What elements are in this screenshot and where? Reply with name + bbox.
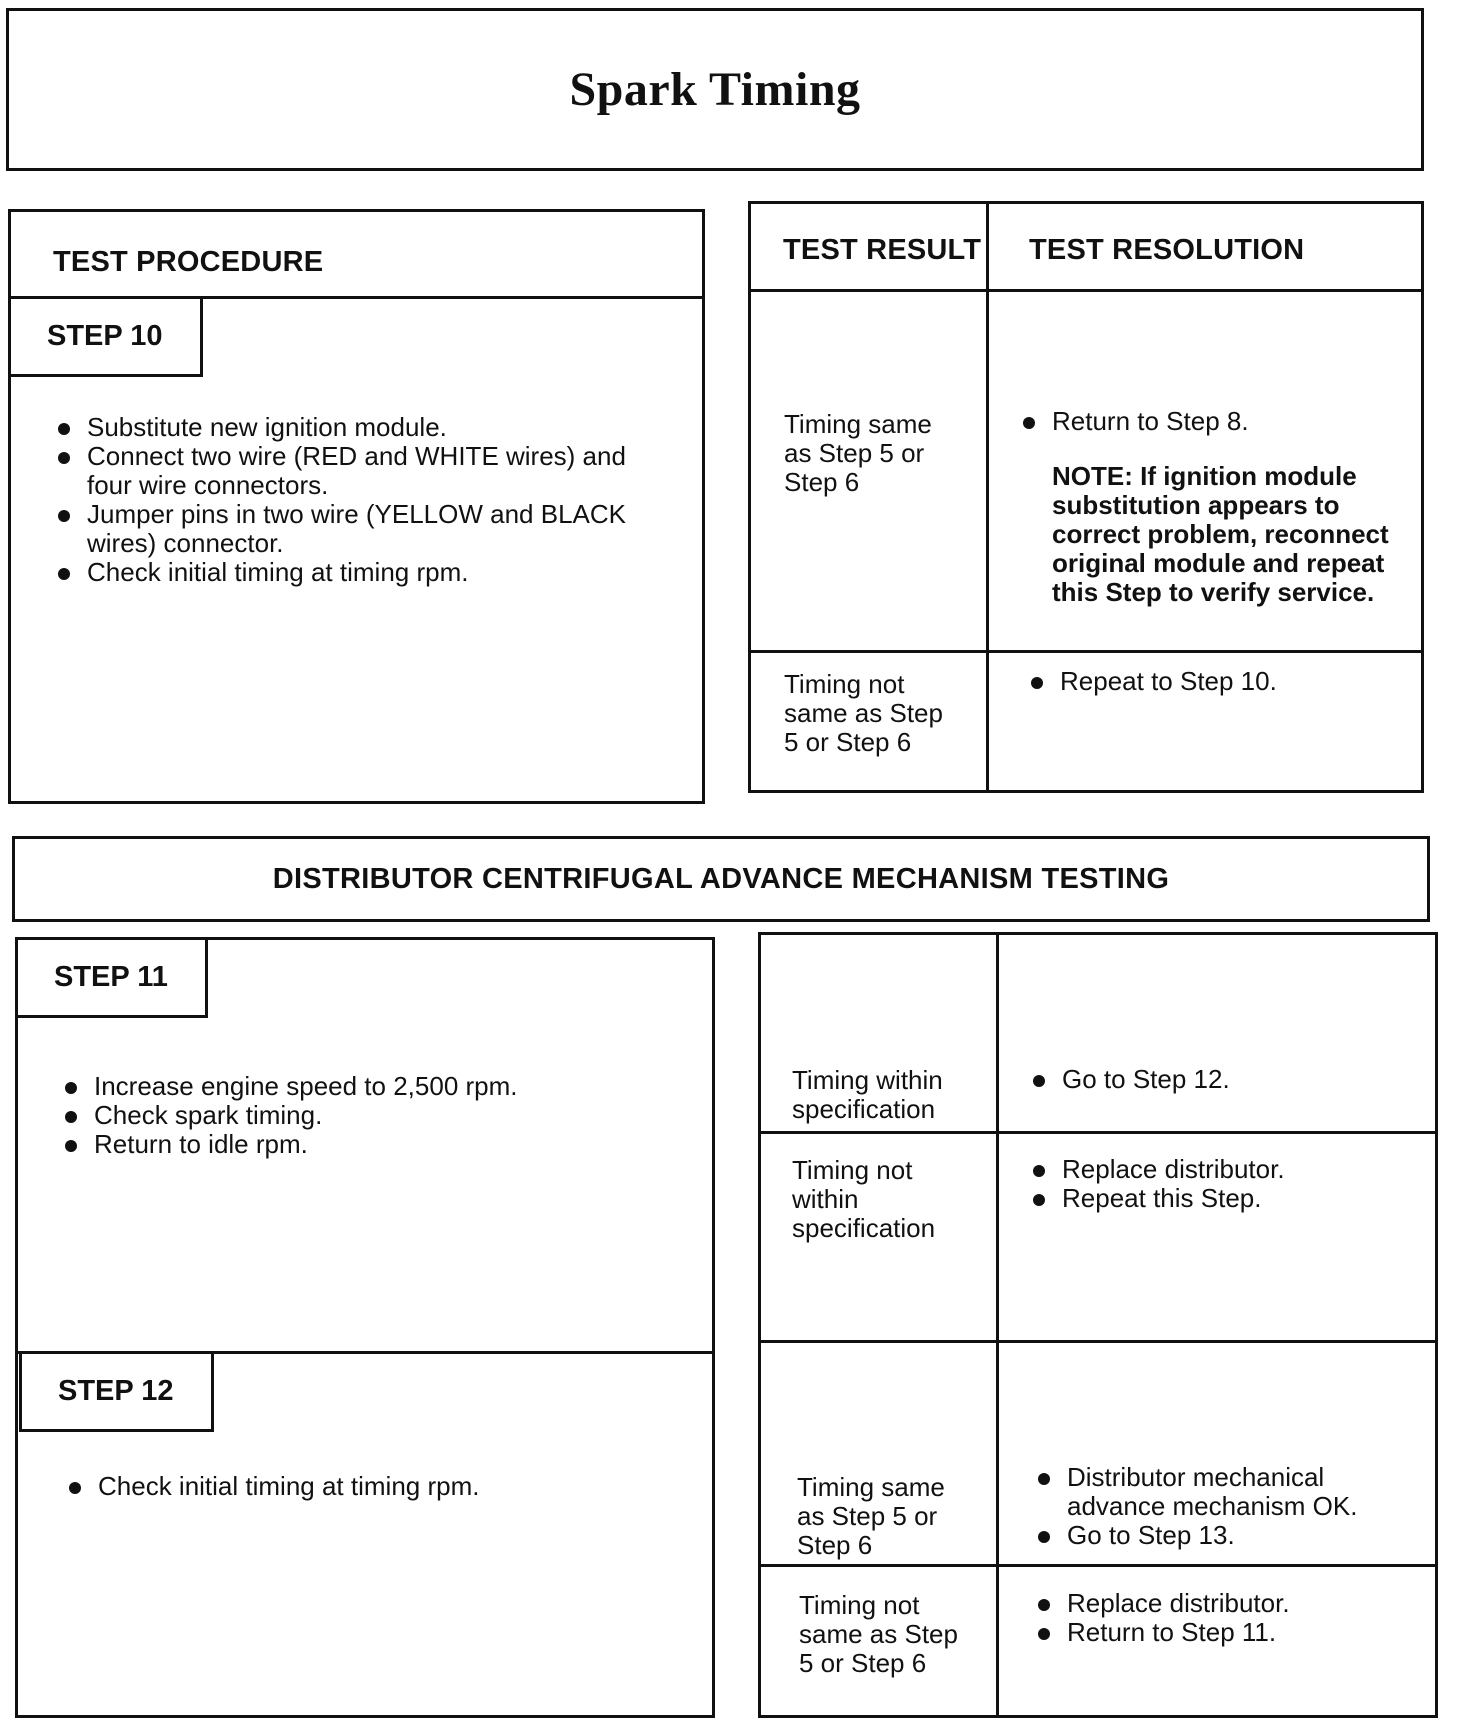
row-divider (751, 650, 1421, 653)
step10-procedure-list (56, 413, 656, 587)
page-title-box (6, 8, 1424, 171)
list-item: Repeat to Step 10. (1029, 667, 1409, 696)
row-divider (761, 1131, 1435, 1134)
list-item: Increase engine speed to 2,500 rpm. (63, 1072, 663, 1101)
list-item: Check spark timing. (63, 1101, 663, 1130)
header-divider (751, 289, 1421, 292)
procedure-header: TEST PROCEDURE (53, 246, 324, 278)
resolution-list (1036, 1589, 1426, 1647)
list-item: Go to Step 13. (1036, 1521, 1426, 1550)
list-item: Connect two wire (RED and WHITE wires) and four wire connectors. (56, 442, 656, 500)
resolution-list (1021, 407, 1401, 436)
step12-procedure-list (67, 1472, 667, 1501)
step10-procedure-panel (8, 209, 705, 804)
list-item: Repeat this Step. (1031, 1184, 1421, 1213)
list-item: Substitute new ignition module. (56, 413, 656, 442)
list-item: Check initial timing at timing rpm. (67, 1472, 667, 1501)
result-cell: Timing same as Step 5 or Step 6 (784, 409, 932, 497)
note-text: NOTE: If ignition module substitution appears to correct problem, reconnect original module and repeat this Step to verify service. (1052, 461, 1389, 607)
page-title: Spark Timing (569, 63, 861, 116)
step11-procedure-list (63, 1072, 663, 1159)
list-item: Return to Step 11. (1036, 1618, 1426, 1647)
resolution-list (1031, 1155, 1421, 1213)
step11-12-results-table (758, 932, 1438, 1718)
step12-label: STEP 12 (19, 1351, 214, 1432)
resolution-list (1036, 1463, 1426, 1550)
list-item: Replace distributor. (1036, 1589, 1426, 1618)
step10-label: STEP 10 (8, 296, 203, 377)
result-header: TEST RESULT (783, 234, 982, 266)
list-item: Check initial timing at timing rpm. (56, 558, 656, 587)
result-cell: Timing same as Step 5 or Step 6 (797, 1472, 945, 1560)
result-cell: Timing not within specification (792, 1155, 936, 1243)
resolution-list (1031, 1065, 1421, 1094)
step11-12-procedure-panel (15, 937, 715, 1718)
list-item: Jumper pins in two wire (YELLOW and BLACK wires) connector. (56, 500, 656, 558)
result-cell: Timing not same as Step 5 or Step 6 (784, 669, 943, 757)
section-title: DISTRIBUTOR CENTRIFUGAL ADVANCE MECHANISM TESTING (12, 836, 1430, 922)
step10-results-table (748, 201, 1424, 793)
step11-label: STEP 11 (15, 937, 208, 1018)
result-cell: Timing not same as Step 5 or Step 6 (799, 1590, 958, 1678)
list-item: Go to Step 12. (1031, 1065, 1421, 1094)
resolution-list (1029, 667, 1409, 696)
list-item: Return to Step 8. (1021, 407, 1401, 436)
row-divider (761, 1340, 1435, 1343)
result-cell: Timing within specification (792, 1065, 943, 1124)
list-item: Return to idle rpm. (63, 1130, 663, 1159)
resolution-header: TEST RESOLUTION (1029, 234, 1305, 266)
row-divider (761, 1564, 1435, 1567)
list-item: Replace distributor. (1031, 1155, 1421, 1184)
list-item: Distributor mechanical advance mechanism OK. (1036, 1463, 1426, 1521)
column-divider (996, 935, 999, 1715)
